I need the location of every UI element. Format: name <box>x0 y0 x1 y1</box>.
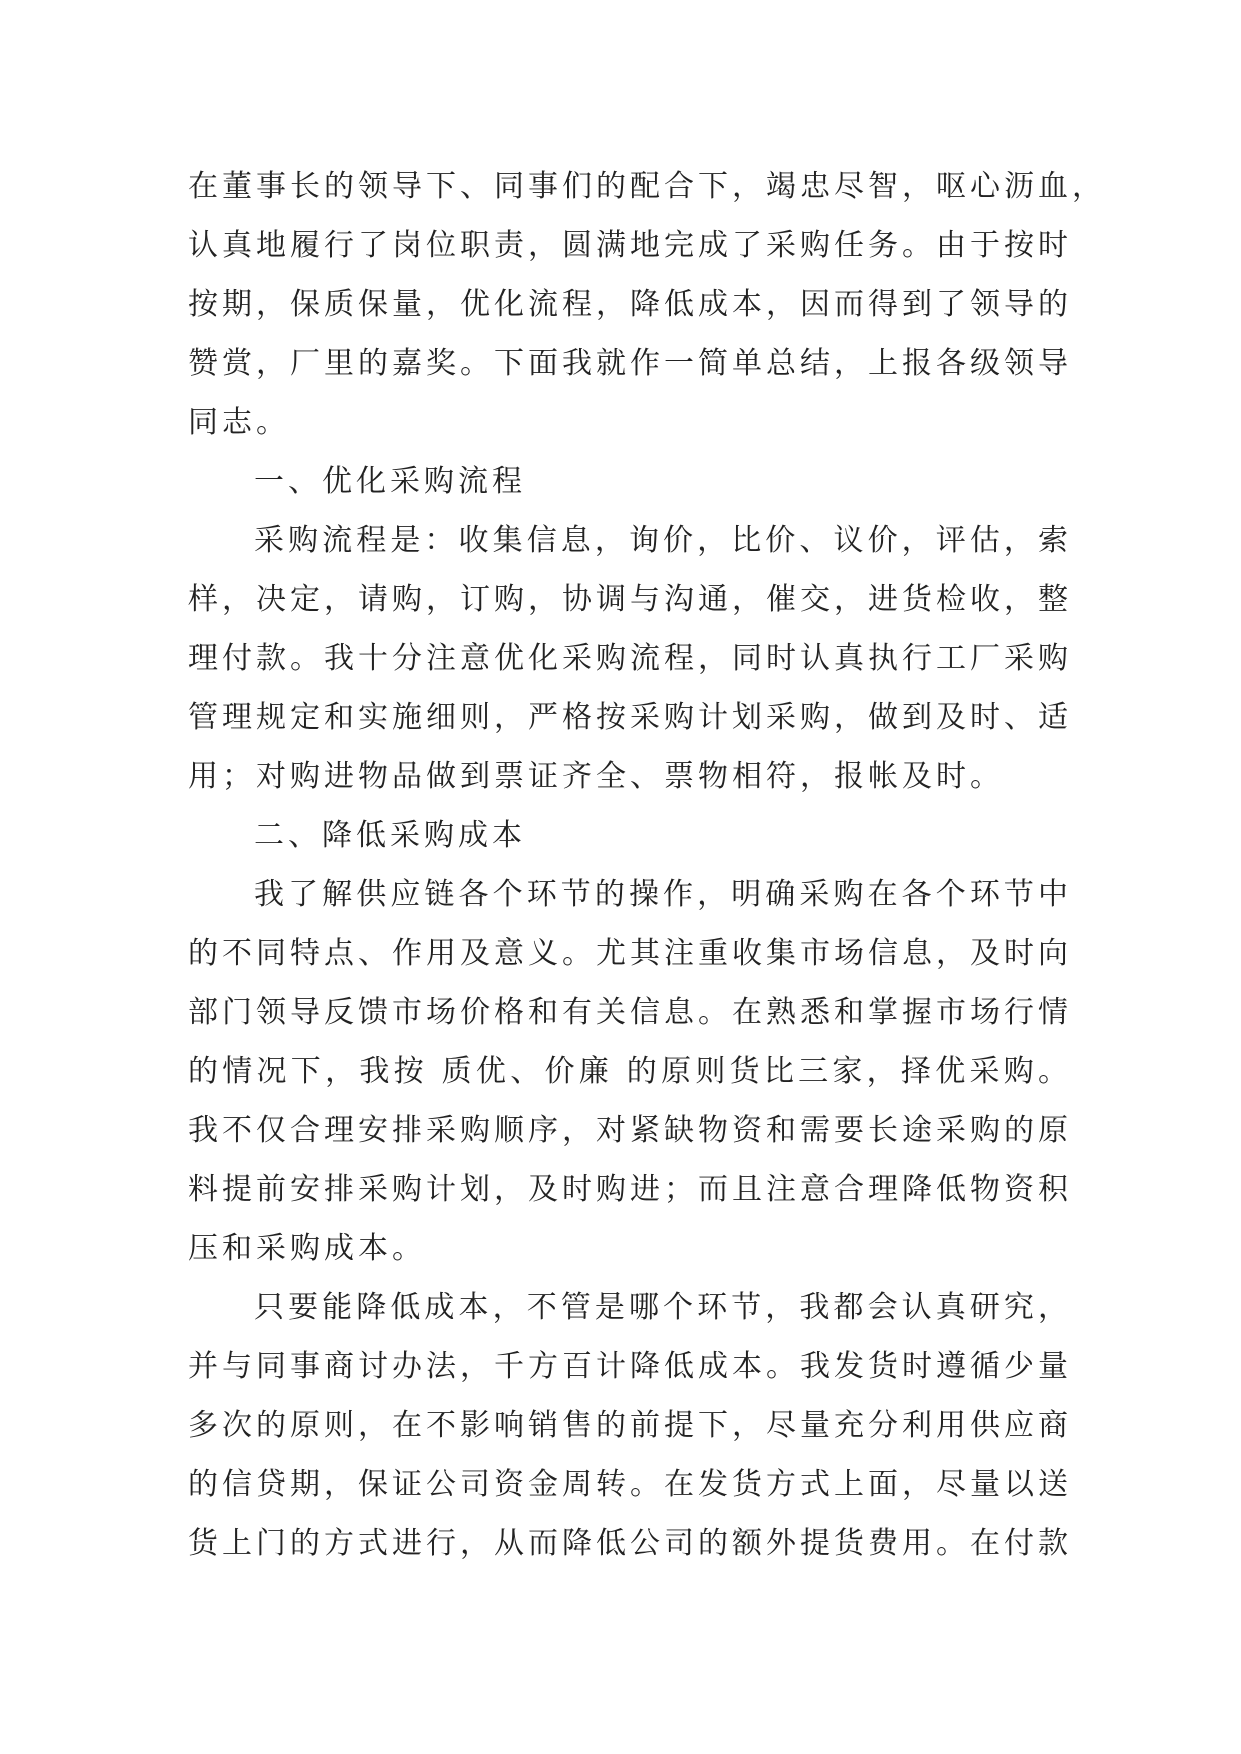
text-line: 并与同事商讨办法，千方百计降低成本。我发货时遵循少量 <box>188 1349 1072 1384</box>
text-line: 的信贷期，保证公司资金周转。在发货方式上面，尽量以送 <box>188 1467 1072 1502</box>
text-line: 货上门的方式进行，从而降低公司的额外提货费用。在付款 <box>188 1526 1072 1561</box>
text-line: 的不同特点、作用及意义。尤其注重收集市场信息，及时向 <box>188 936 1072 971</box>
text-line: 部门领导反馈市场价格和有关信息。在熟悉和掌握市场行情 <box>188 995 1072 1030</box>
text-line: 用；对购进物品做到票证齐全、票物相符，报帐及时。 <box>188 759 1004 794</box>
document-body <box>188 157 1106 1573</box>
text-line: 压和采购成本。 <box>188 1231 426 1266</box>
text-line: 我了解供应链各个环节的操作，明确采购在各个环节中 <box>254 877 1072 912</box>
text-line: 采购流程是：收集信息，询价，比价、议价，评估，索 <box>254 523 1072 558</box>
text-line: 理付款。我十分注意优化采购流程，同时认真执行工厂采购 <box>188 641 1072 676</box>
text-line: 料提前安排采购计划，及时购进；而且注意合理降低物资积 <box>188 1172 1072 1207</box>
section-heading: 一、优化采购流程 <box>254 464 526 499</box>
text-line: 管理规定和实施细则，严格按采购计划采购，做到及时、适 <box>188 700 1072 735</box>
text-line: 样，决定，请购，订购，协调与沟通，催交，进货检收，整 <box>188 582 1072 617</box>
text-line: 的情况下，我按 质优、价廉 的原则货比三家，择优采购。 <box>188 1054 1072 1089</box>
text-line: 按期，保质保量，优化流程，降低成本，因而得到了领导的 <box>188 287 1072 322</box>
text-line: 我不仅合理安排采购顺序，对紧缺物资和需要长途采购的原 <box>188 1113 1072 1148</box>
text-line: 多次的原则，在不影响销售的前提下，尽量充分利用供应商 <box>188 1408 1072 1443</box>
text-line: 只要能降低成本，不管是哪个环节，我都会认真研究， <box>254 1290 1072 1325</box>
text-line: 在董事长的领导下、同事们的配合下，竭忠尽智，呕心沥血， <box>188 169 1106 204</box>
text-line: 同志。 <box>188 405 290 440</box>
section-heading: 二、降低采购成本 <box>254 818 526 853</box>
text-line: 赞赏，厂里的嘉奖。下面我就作一简单总结，上报各级领导 <box>188 346 1072 381</box>
text-line: 认真地履行了岗位职责，圆满地完成了采购任务。由于按时 <box>188 228 1072 263</box>
